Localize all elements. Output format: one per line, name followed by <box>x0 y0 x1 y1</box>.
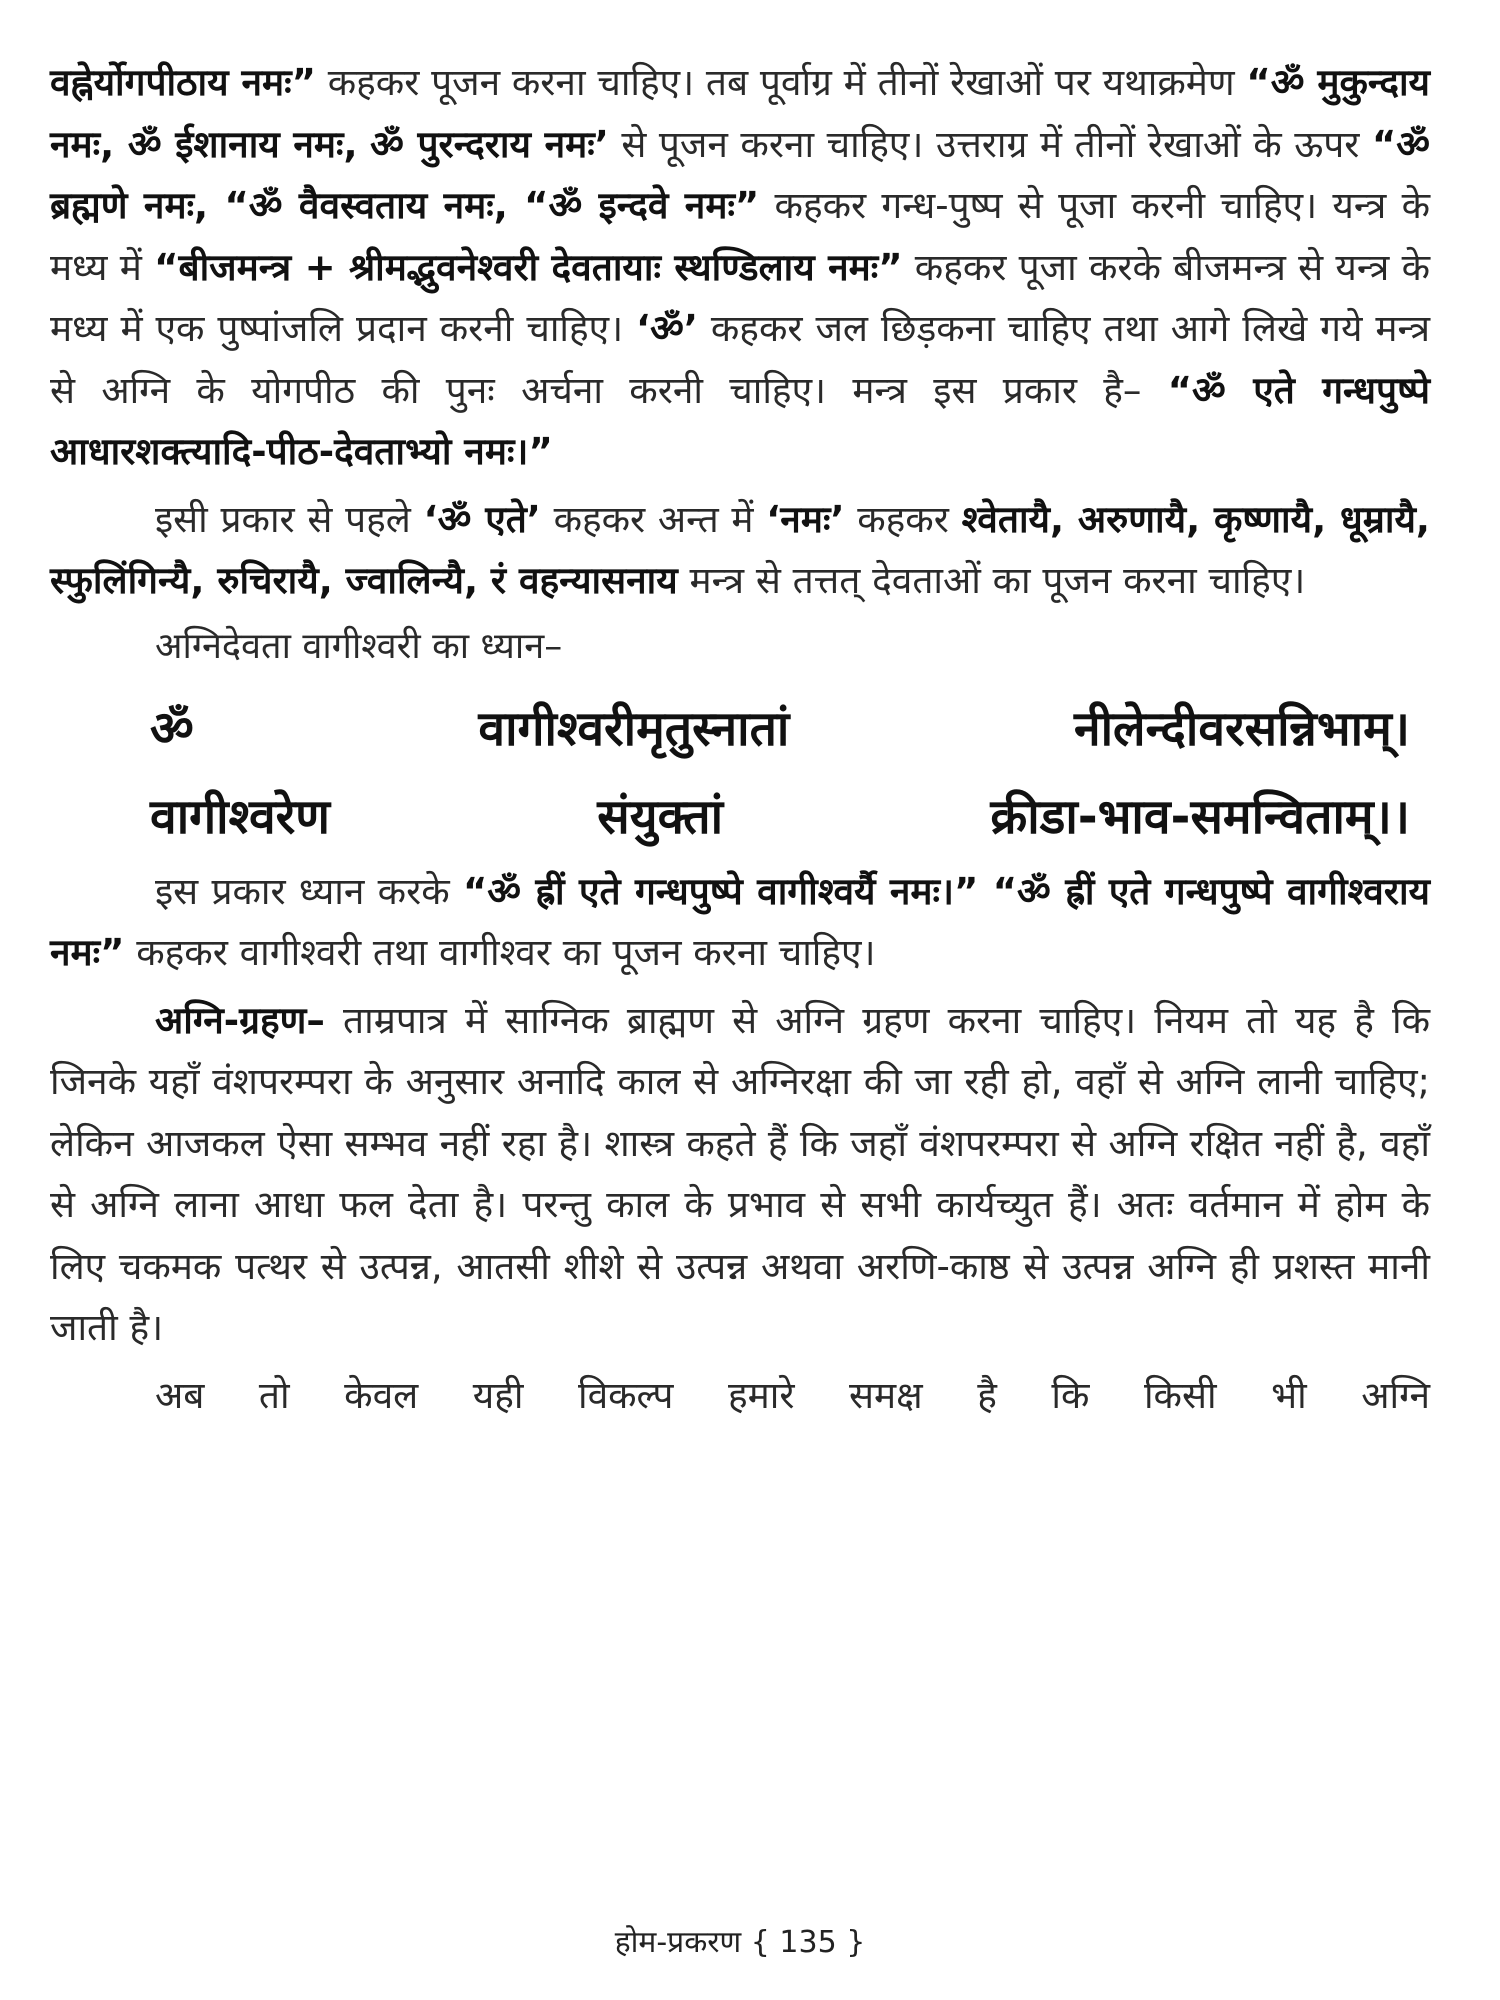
body-text: मन्त्र से तत्तत् देवताओं का पूजन करना चाहिए। <box>677 559 1306 602</box>
dhyana-heading: अग्निदेवता वागीश्वरी का ध्यान– <box>155 625 563 667</box>
bold-mantra-text: “ॐ ब्रह्मणे नमः, “ॐ वैवस्वताय नमः, “ॐ इन्दवे नमः” <box>50 122 1430 227</box>
paragraph-agni-grahan <box>50 990 1430 1359</box>
body-text: कहकर <box>844 497 962 541</box>
bold-mantra-text: “ॐ मुकुन्दाय नमः, ॐ ईशानाय नमः, <box>50 61 1431 166</box>
body-text: कहकर वागीश्वरी तथा वागीश्वर का पूजन करना चाहिए। <box>124 931 876 974</box>
bold-mantra-text: ‘ॐ एते’ <box>423 497 541 541</box>
verse-1-word-3: नीलेन्दीवरसन्निभाम्। <box>1073 700 1410 757</box>
body-text: इसी प्रकार से पहले <box>155 497 424 541</box>
paragraph-vikalp <box>50 1365 1430 1427</box>
bold-mantra-text: अग्नि-ग्रहण– <box>155 998 325 1042</box>
bold-mantra-text: वह्नेर्योगपीठाय नमः” <box>50 61 316 104</box>
bold-mantra-text: ॐ पुरन्दराय नमः’ <box>370 122 609 166</box>
verse-2-word-3: क्रीडा-भाव-समन्विताम्।। <box>990 788 1410 845</box>
body-text: से पूजन करना चाहिए। उत्तराग्र में तीनों रेखाओं के ऊपर <box>608 122 1372 166</box>
verse-1-word-1: ॐ <box>150 700 194 757</box>
verse-line-1 <box>50 685 1430 773</box>
paragraph-yogapitha-puja <box>50 52 1430 483</box>
body-text: ताम्रपात्र में साग्निक ब्राह्मण से अग्नि ग्रहण करना चाहिए। नियम तो यह है कि जिनके यहाँ वंशपरम्परा के अनुसार अनादि काल से अग्निरक्षा की जा रही हो, वहाँ से अग्नि लानी चाहिए; लेकिन आजकल ऐसा सम्भव नहीं रहा है। शास्त्र कहते हैं कि जहाँ वंशपरम्परा से अग्नि रक्षित नहीं है, वहाँ से अग्नि लाना आधा फल देता है। परन्तु काल के प्रभाव से सभी कार्यच्युत हैं। अतः वर्तमान में होम के लिए चकमक पत्थर से उत्पन्न, आतसी शीशे से उत्पन्न अथवा अरणि-काष्ठ से उत्पन्न अग्नि ही प्रशस्त मानी जाती है। <box>50 998 1430 1349</box>
paragraph-vagishwari-pujan <box>50 861 1430 984</box>
body-text: कहकर अन्त में <box>540 497 767 541</box>
page-footer: होम-प्रकरण { 135 } <box>614 1925 866 1960</box>
bold-mantra-text: “बीजमन्त्र + श्रीमद्भुवनेश्वरी देवतायाः स्थण्डिलाय नमः” <box>154 245 903 289</box>
document-page <box>50 52 1431 1960</box>
bold-mantra-text: ‘नमः’ <box>766 497 845 541</box>
body-text: कहकर पूजा करके बीजमन्त्र से यन्त्र के मध्य में एक पुष्पांजलि प्रदान करनी चाहिए। <box>50 245 1431 350</box>
body-text: इस प्रकार ध्यान करके <box>155 869 463 913</box>
verse-line-2 <box>50 773 1430 861</box>
body-text: अब तो केवल यही विकल्प हमारे समक्ष है कि किसी भी अग्नि <box>155 1373 1430 1417</box>
verse-2-word-2: संयुक्तां <box>597 788 724 845</box>
bold-mantra-text: ‘ॐ’ <box>636 307 698 350</box>
paragraph-devata-pujan <box>50 489 1430 612</box>
verse-2-word-1: वागीश्वरेण <box>150 788 331 845</box>
body-text <box>358 123 371 166</box>
verse-1-word-2: वागीश्वरीमृतुस्नातां <box>478 700 790 757</box>
bold-mantra-text: “ॐ एते गन्धपुष्पे आधारशक्त्यादि-पीठ-देवताभ्यो नमः।” <box>50 368 1430 473</box>
bold-mantra-text: श्वेतायै, अरुणायै, कृष्णायै, धूम्रायै, स्फुलिंगिन्यै, रुचिरायै, ज्वालिन्यै, रं वहन्यासनाय <box>50 497 1430 602</box>
body-text: कहकर गन्ध-पुष्प से पूजा करनी चाहिए। यन्त्र के मध्य में <box>50 184 1431 289</box>
body-text: कहकर पूजन करना चाहिए। तब पूर्वाग्र में तीनों रेखाओं पर यथाक्रमेण <box>315 61 1247 104</box>
body-text: कहकर जल छिड़कना चाहिए तथा आगे लिखे गये मन्त्र से अग्नि के योगपीठ की पुनः अर्चना करनी चाहिए। मन्त्र इस प्रकार है– <box>50 307 1430 412</box>
bold-mantra-text: “ॐ ह्रीं एते गन्धपुष्पे वागीश्वर्यै नमः।” “ॐ ह्रीं एते गन्धपुष्पे वागीश्वराय नमः” <box>50 869 1430 974</box>
